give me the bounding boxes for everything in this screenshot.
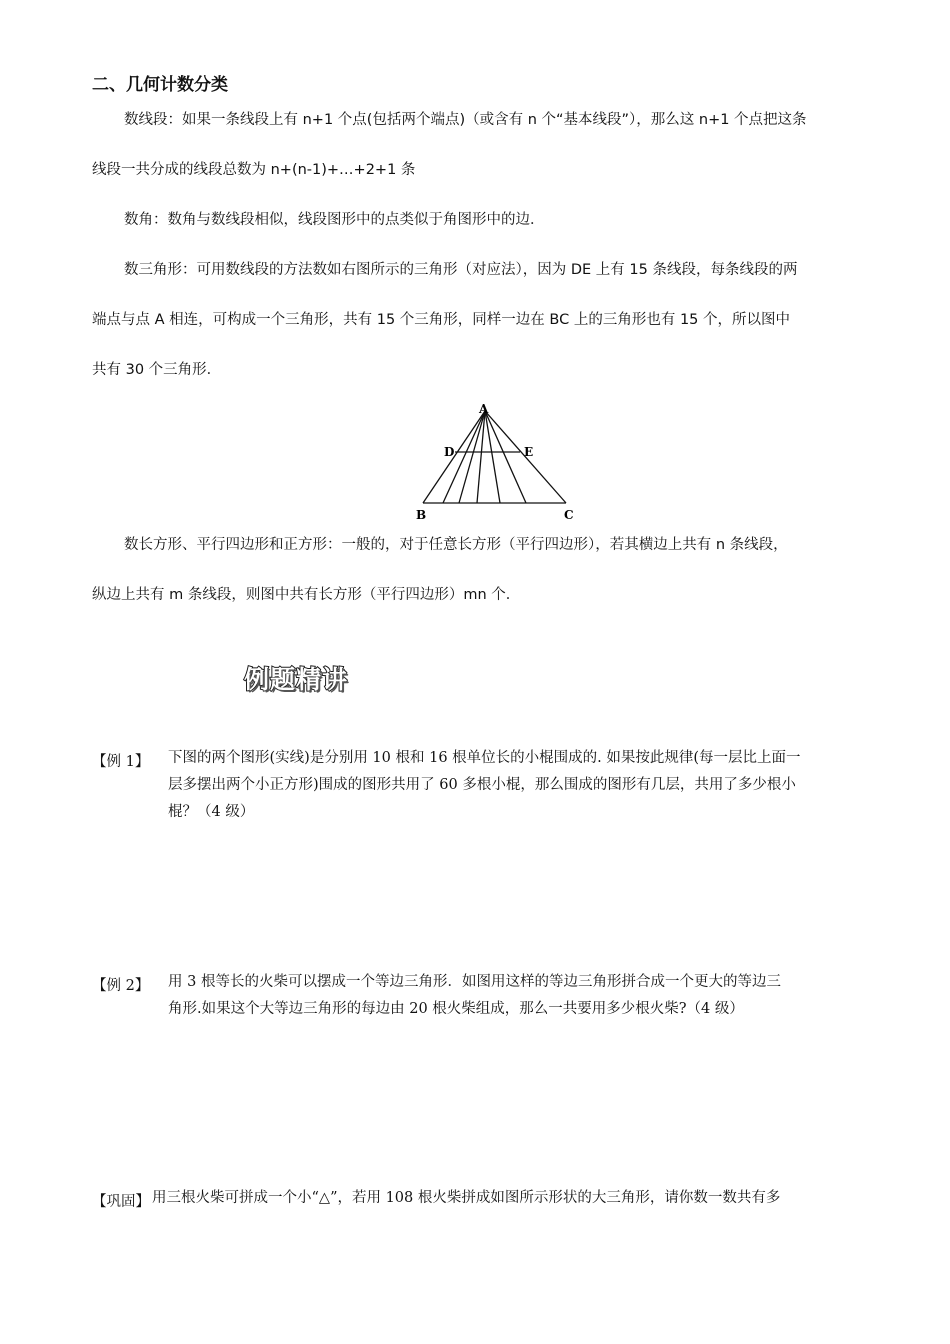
label-e: E <box>524 445 534 459</box>
paragraph-angles: 数角：数角与数线段相似，线段图形中的点类似于角图形中的边． <box>124 212 545 228</box>
paragraph-triangles-line3: 共有 30 个三角形． <box>92 362 222 378</box>
example-1-body <box>168 745 801 826</box>
section-title: 二、几何计数分类 <box>92 75 228 95</box>
example-1-line: 层多摆出两个小正方形)围成的图形共用了 60 多根小棍，那么围成的图形有几层，共用了多少根小 <box>168 777 796 793</box>
example-2-line: 角形.如果这个大等边三角形的每边由 20 根火柴组成，那么一共要用多少根火柴?（4 级） <box>168 1001 744 1017</box>
paragraph-rectangles-line1: 数长方形、平行四边形和正方形：一般的，对于任意长方形（平行四边形），若其横边上共有 n 条线段， <box>124 537 788 553</box>
consolidation-line: 用三根火柴可拼成一个小“△”，若用 108 根火柴拼成如图所示形状的大三角形，请你数一数共有多 <box>152 1190 781 1206</box>
paragraph-triangles-line1: 数三角形：可用数线段的方法数如右图所示的三角形（对应法），因为 DE 上有 15 条线段，每条线段的两 <box>124 262 798 278</box>
example-2-line: 用 3 根等长的火柴可以摆成一个等边三角形．如图用这样的等边三角形拼合成一个更大的等边三 <box>168 974 781 990</box>
examples-banner: 例题精讲 <box>244 665 349 694</box>
ray-5 <box>485 411 526 503</box>
label-d: D <box>444 445 455 459</box>
paragraph-line-segments-line1: 数线段：如果一条线段上有 n+1 个点(包括两个端点)（或含有 n 个“基本线段”），那么这 n+1 个点把这条 <box>124 112 807 128</box>
paragraph-triangles-line2: 端点与点 A 相连，可构成一个三角形，共有 15 个三角形，同样一边在 BC 上的三角形也有 15 个，所以图中 <box>92 312 791 328</box>
example-2-label: 【例 2】 <box>92 978 150 994</box>
consolidation-label: 【巩固】 <box>92 1194 150 1210</box>
example-1-label: 【例 1】 <box>92 754 150 770</box>
paragraph-line-segments-line2: 线段一共分成的线段总数为 n+(n-1)+…+2+1 条 <box>92 162 416 178</box>
label-a: A <box>479 402 489 416</box>
example-2-body <box>168 969 781 1023</box>
label-c: C <box>564 508 574 522</box>
paragraph-rectangles-line2: 纵边上共有 m 条线段，则图中共有长方形（平行四边形）mn 个． <box>92 587 521 603</box>
label-b: B <box>416 508 427 522</box>
example-1-line: 下图的两个图形(实线)是分别用 10 根和 16 根单位长的小棍围成的. 如果按此规律(每一层比上面一 <box>168 750 801 766</box>
example-1-line: 棍？（4 级） <box>168 804 255 820</box>
triangle-figure <box>410 398 590 524</box>
consolidation-body <box>152 1185 780 1212</box>
